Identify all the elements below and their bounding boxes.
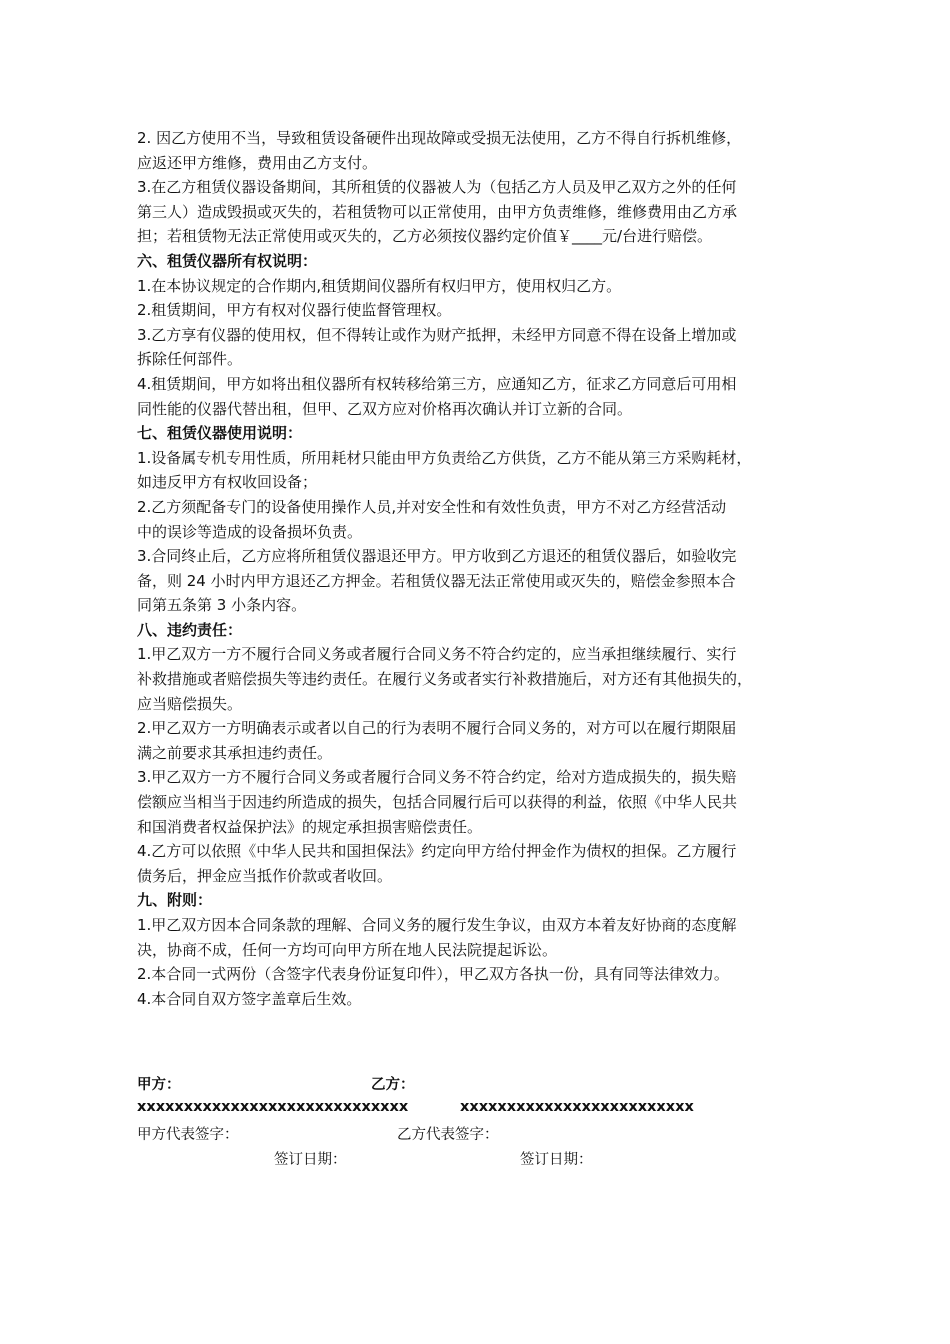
text-line: 同性能的仪器代替出租，但甲、乙双方应对价格再次确认并订立新的合同。 <box>137 399 633 418</box>
text-line: 决，协商不成，任何一方均可向甲方所在地人民法院提起诉讼。 <box>137 940 558 959</box>
text-line: 3.在乙方租赁仪器设备期间，其所租赁的仪器被人为（包括乙方人员及甲乙双方之外的任何 <box>137 178 737 197</box>
section-heading: 八、违约责任： <box>137 620 243 639</box>
text-line: 3.乙方享有仪器的使用权，但不得转让或作为财产抵押，未经甲方同意不得在设备上增加或 <box>137 325 737 344</box>
text-line: 和国消费者权益保护法》的规定承担损害赔偿责任。 <box>137 817 483 836</box>
text-line: 如违反甲方有权收回设备； <box>137 473 318 492</box>
text-line: 补救措施或者赔偿损失等违约责任。在履行义务或者实行补救措施后，对方还有其他损失的， <box>137 670 753 689</box>
section-heading: 七、租赁仪器使用说明： <box>137 424 303 443</box>
text-line: 4.乙方可以依照《中华人民共和国担保法》约定向甲方给付押金作为债权的担保。乙方履行 <box>137 842 737 861</box>
text-line: 3.甲乙双方一方不履行合同义务或者履行合同义务不符合约定，给对方造成损失的，损失赔 <box>137 768 737 787</box>
text-line: 1.甲乙双方因本合同条款的理解、合同义务的履行发生争议，由双方本着友好协商的态度解 <box>137 916 737 934</box>
text-line: 3.合同终止后，乙方应将所租赁仪器退还甲方。甲方收到乙方退还的租赁仪器后，如验收完 <box>137 547 737 566</box>
party-a-rep-signature: 甲方代表签字： <box>137 1127 239 1143</box>
party-b-label: 乙方： <box>371 1077 415 1093</box>
text-line: 应返还甲方维修，费用由乙方支付。 <box>137 153 378 172</box>
text-line: 1.在本协议规定的合作期内,租赁期间仪器所有权归甲方，使用权归乙方。 <box>137 276 622 295</box>
text-line: 2. 因乙方使用不当，导致租赁设备硬件出现故障或受损无法使用，乙方不得自行拆机维修， <box>137 129 742 147</box>
party-b-sign-date: 签订日期： <box>520 1152 593 1168</box>
text-line: 满之前要求其承担违约责任。 <box>137 743 333 762</box>
section-heading: 六、租赁仪器所有权说明： <box>137 251 318 270</box>
text-line: 偿额应当相当于因违约所造成的损失，包括合同履行后可以获得的利益，依照《中华人民共 <box>137 793 738 812</box>
text-line: 1.甲乙双方一方不履行合同义务或者履行合同义务不符合约定的，应当承担继续履行、实行 <box>137 645 737 664</box>
section-heading: 九、附则： <box>137 891 213 910</box>
text-line: 2.本合同一式两份（含签字代表身份证复印件），甲乙双方各执一份，具有同等法律效力。 <box>137 965 729 984</box>
text-line: 4.本合同自双方签字盖章后生效。 <box>137 989 362 1008</box>
party-a-label: 甲方： <box>137 1077 181 1093</box>
contract-body <box>137 126 817 1011</box>
text-line: 拆除任何部件。 <box>137 350 243 369</box>
text-line: 备，则 24 小时内甲方退还乙方押金。若租赁仪器无法正常使用或灭失的，赔偿金参照本合 <box>137 571 736 590</box>
party-a-sign-date: 签订日期： <box>274 1152 347 1168</box>
text-line: 2.租赁期间，甲方有权对仪器行使监督管理权。 <box>137 301 452 320</box>
text-line: 第三人）造成毁损或灭失的，若租赁物可以正常使用，由甲方负责维修，维修费用由乙方承 <box>137 202 738 221</box>
party-a-name: xxxxxxxxxxxxxxxxxxxxxxxxxxxxx <box>137 1099 409 1115</box>
text-line: 1.设备属专机专用性质，所用耗材只能由甲方负责给乙方供货，乙方不能从第三方采购耗材， <box>137 448 752 467</box>
text-line: 同第五条第 3 小条内容。 <box>137 596 307 615</box>
party-b-rep-signature: 乙方代表签字： <box>397 1127 499 1143</box>
text-line: 2.甲乙双方一方明确表示或者以自己的行为表明不履行合同义务的，对方可以在履行期限届 <box>137 719 737 738</box>
text-line: 应当赔偿损失。 <box>137 694 243 713</box>
text-line: 2.乙方须配备专门的设备使用操作人员,并对安全性和有效性负责，甲方不对乙方经营活动 <box>137 497 727 516</box>
text-line: 担；若租赁物无法正常使用或灭失的，乙方必须按仪器约定价值￥____元/台进行赔偿。 <box>137 227 713 246</box>
text-line: 4.租赁期间，甲方如将出租仪器所有权转移给第三方，应通知乙方，征求乙方同意后可用相 <box>137 374 737 393</box>
text-line: 中的误诊等造成的设备损坏负责。 <box>137 522 363 541</box>
party-b-name: xxxxxxxxxxxxxxxxxxxxxxxxx <box>460 1099 694 1115</box>
text-line: 债务后，押金应当抵作价款或者收回。 <box>137 866 393 885</box>
